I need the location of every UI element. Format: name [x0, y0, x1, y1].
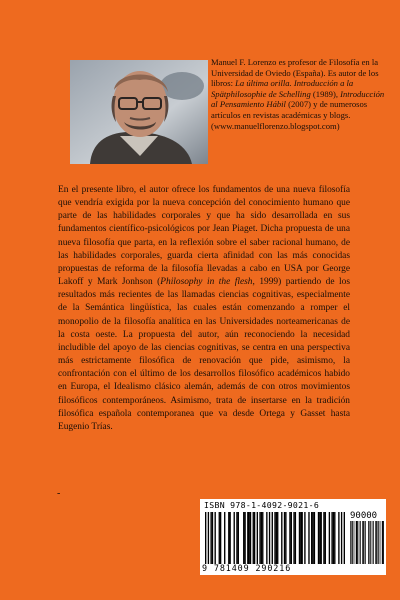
barcode-bar — [228, 512, 229, 564]
barcode-bar — [259, 512, 260, 564]
book-description — [58, 184, 350, 434]
barcode-bar — [365, 521, 366, 564]
book-title-2: Introducción al Pensamiento Hábil — [211, 88, 385, 110]
barcode-bar — [291, 512, 292, 564]
barcode-bar — [295, 512, 296, 564]
bio-text-3: (2007) y de numerosos artículos en revistas académicas y blogs. (www.manuelflorenzo.blogspot.com) — [211, 99, 368, 131]
barcode-bar — [215, 512, 216, 564]
barcode-bar — [289, 512, 290, 564]
barcode-bar — [312, 512, 313, 564]
barcode-bar — [350, 521, 351, 564]
trailing-mark: - — [57, 488, 61, 499]
barcode-bar — [378, 521, 379, 564]
barcode-bar — [266, 512, 267, 564]
barcode-bar — [375, 521, 376, 564]
barcode-bar — [325, 512, 326, 564]
barcode-bar — [372, 521, 373, 564]
barcode-bar — [314, 512, 315, 564]
barcode-bar — [380, 521, 381, 564]
isbn-barcode — [200, 499, 386, 575]
barcode-bar — [362, 521, 363, 564]
barcode-bar — [370, 521, 371, 564]
barcode-bar — [334, 512, 335, 564]
barcode-bar — [382, 521, 383, 564]
barcode-bar — [331, 512, 332, 564]
barcode-bar — [276, 512, 277, 564]
barcode-bar — [257, 512, 258, 564]
barcode-bar — [243, 512, 244, 564]
barcode-bar — [329, 512, 330, 564]
barcode-bar — [338, 512, 339, 564]
barcode-bar — [357, 521, 358, 564]
barcode-bar — [212, 512, 213, 564]
barcode-bar — [368, 521, 369, 564]
barcode-bar — [357, 521, 358, 564]
barcode-bar — [363, 521, 364, 564]
barcode-bar — [285, 512, 286, 564]
barcode-bar — [247, 512, 248, 564]
barcode-bar — [383, 521, 384, 564]
barcode-bar — [238, 512, 239, 564]
barcode-bar — [333, 512, 334, 564]
author-bio — [211, 57, 386, 131]
barcode-bar — [274, 512, 275, 564]
isbn-label: ISBN 978-1-4092-9021-6 — [204, 500, 320, 510]
barcode-bar — [318, 512, 319, 564]
barcode-bar — [376, 521, 377, 564]
barcode-bar — [293, 512, 294, 564]
barcode-bar — [253, 512, 254, 564]
barcode-bar — [323, 512, 324, 564]
description-text-2: , 1999) partiendo de los resultados más recientes de las llamadas ciencias cognitivas, especialmente de la Semántica lingüística, las cuales están comenzando a romper el monopolio de la filosofía analítica en las Universidades norteamericanas de la costa oeste. La propuesta del autor, aún reconociendo la necesidad includible del apoyo de las ciencias cognitivas, se centra en una perspectiva más estrictamente filosófica de renovación que pide, asimismo, la confrontación con el último de los desarrollos filosófico académicos habido en Europa, el Idealismo clásico alemán, además de con otros movimientos filosóficos contemporáneos. Asimismo, trata de insertarse en la tradición filosófica española contemporanea que va desde Ortega y Gasset hasta Eugenio Trías. — [58, 277, 350, 432]
barcode-bar — [284, 512, 285, 564]
barcode-bar — [210, 512, 211, 564]
barcode-bar — [299, 512, 300, 564]
barcode-bar — [254, 512, 255, 564]
barcode-bar — [304, 512, 305, 564]
barcode-bar — [262, 512, 263, 564]
barcode-bar — [369, 521, 370, 564]
addon-price-code: 90000 — [350, 511, 378, 521]
barcode-bar — [354, 521, 355, 564]
barcode-bar — [311, 512, 312, 564]
barcode-bar — [364, 521, 365, 564]
barcode-bar — [234, 512, 235, 564]
barcode-bar — [319, 512, 320, 564]
barcode-bar — [208, 512, 209, 564]
ean13-bars — [205, 512, 345, 564]
barcode-bar — [344, 512, 345, 564]
barcode-bar — [250, 512, 251, 564]
barcode-bar — [249, 512, 250, 564]
barcode-bar — [300, 512, 301, 564]
barcode-bar — [308, 512, 309, 564]
barcode-bar — [321, 512, 322, 564]
barcode-bar — [352, 521, 353, 564]
barcode-bar — [272, 512, 273, 564]
barcode-bar — [269, 512, 270, 564]
barcode-bar — [236, 512, 237, 564]
description-text-1: En el presente libro, el autor ofrece los fundamentos de una nueva filosofía que vendría exigida por la nueva concepción del conocimiento humano que parte de las habilidades corporales y que ha sido desarrollada en sus fundamentos científico-psicológicos por Jean Piaget. Dicha propuesta de una nueva filosofía que parta, en la reflexión sobre el saber racional humano, de las habilidades corporales, guarda cierta afinidad con las más conocidas propuestas de reforma de la filosofía llevadas a cabo en USA por George Lakoff y Mark Jonhson ( — [58, 185, 350, 288]
addon-bars — [350, 521, 384, 564]
bio-text-2: (1989), — [310, 88, 341, 99]
barcode-bar — [377, 521, 378, 564]
barcode-bar — [261, 512, 262, 564]
barcode-bar — [356, 521, 357, 564]
barcode-bar — [360, 521, 361, 564]
author-photo — [70, 60, 208, 164]
barcode-bar — [281, 512, 282, 564]
ean-digits: 9 781409 290216 — [202, 563, 292, 573]
barcode-bar — [224, 512, 225, 564]
barcode-bar — [351, 521, 352, 564]
barcode-bar — [383, 521, 384, 564]
barcode-bar — [341, 512, 342, 564]
barcode-bar — [277, 512, 278, 564]
barcode-bar — [229, 512, 230, 564]
barcode-bar — [373, 521, 374, 564]
barcode-bar — [219, 512, 220, 564]
barcode-bar — [359, 521, 360, 564]
barcode-bar — [205, 512, 206, 564]
cited-book-title: Philosophy in the flesh — [160, 277, 253, 288]
barcode-bar — [302, 512, 303, 564]
book-title-1: La última orilla. Introducción a la Spätphilosophie de Schelling — [211, 78, 354, 99]
bio-text-1: Manuel F. Lorenzo es profesor de Filosofía en la Universidad de Oviedo (España). Es autor de los libros: — [211, 57, 379, 89]
barcode-bar — [220, 512, 221, 564]
barcode-bar — [244, 512, 245, 564]
